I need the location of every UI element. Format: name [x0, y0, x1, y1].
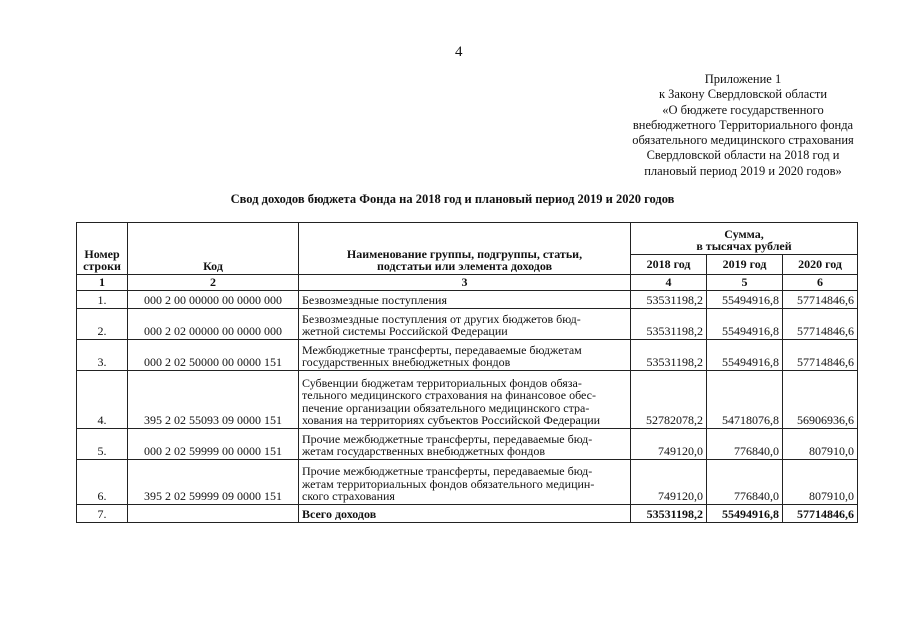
row-name-line: Межбюджетные трансферты, передаваемые бюджетам	[302, 342, 582, 357]
row-code: 000 2 02 59999 00 0000 151	[128, 429, 299, 460]
row-value-2019: 776840,0	[707, 460, 783, 505]
row-value-2018: 749120,0	[631, 429, 707, 460]
page-number: 4	[455, 44, 463, 60]
row-code	[128, 505, 299, 523]
header-year-2020: 2020 год	[783, 255, 858, 275]
header-number-line: строки	[83, 259, 121, 274]
row-name	[299, 309, 631, 340]
header-sum	[631, 223, 858, 255]
row-name	[299, 291, 631, 309]
header-number-line: Номер	[84, 246, 120, 261]
row-name-line: жетной системы Российской Федерации	[302, 324, 508, 339]
row-name-line: государственных внебюджетных фондов	[302, 355, 511, 370]
row-value-2020: 57714846,6	[783, 340, 858, 371]
row-name-line: Безвозмездные поступления	[302, 293, 447, 308]
column-number: 4	[631, 275, 707, 291]
table-row	[77, 460, 858, 505]
table-header-row	[77, 223, 858, 255]
column-number: 3	[299, 275, 631, 291]
row-code: 000 2 02 00000 00 0000 000	[128, 309, 299, 340]
total-label: Всего доходов	[299, 505, 631, 523]
row-code: 395 2 02 59999 09 0000 151	[128, 460, 299, 505]
row-value-2019: 55494916,8	[707, 291, 783, 309]
row-code: 395 2 02 55093 09 0000 151	[128, 371, 299, 429]
header-code: Код	[128, 223, 299, 275]
row-name-line: жетам государственных внебюджетных фондов	[302, 444, 546, 459]
table-row	[77, 371, 858, 429]
row-value-2020: 57714846,6	[783, 309, 858, 340]
row-number: 2.	[77, 309, 128, 340]
appendix-line: внебюджетного Территориального фонда	[632, 117, 854, 132]
appendix-block	[588, 72, 898, 179]
row-value-2020: 807910,0	[783, 460, 858, 505]
table-row	[77, 340, 858, 371]
row-name	[299, 340, 631, 371]
header-name-line: Наименование группы, подгруппы, статьи,	[346, 246, 583, 261]
total-value-2019: 55494916,8	[707, 505, 783, 523]
table-row	[77, 291, 858, 309]
row-value-2020: 56906936,6	[783, 371, 858, 429]
row-value-2020: 57714846,6	[783, 291, 858, 309]
column-number: 6	[783, 275, 858, 291]
header-name	[299, 223, 631, 275]
row-name-line: печение организации обязательного медицинского стра-	[302, 400, 590, 415]
row-value-2018: 52782078,2	[631, 371, 707, 429]
row-name-line: хования на территориях субъектов Российской Федерации	[302, 413, 601, 428]
document-title: Свод доходов бюджета Фонда на 2018 год и плановый период 2019 и 2020 годов	[230, 192, 675, 206]
row-number: 4.	[77, 371, 128, 429]
appendix-line: Приложение 1	[704, 72, 782, 86]
row-value-2018: 53531198,2	[631, 340, 707, 371]
column-number-row	[77, 275, 858, 291]
row-value-2018: 749120,0	[631, 460, 707, 505]
appendix-line: к Закону Свердловской области	[658, 87, 828, 102]
row-number: 6.	[77, 460, 128, 505]
income-table	[76, 222, 858, 523]
row-name-line: Субвенции бюджетам территориальных фондов обяза-	[302, 375, 582, 390]
appendix-line: Свердловской области на 2018 год и	[646, 148, 840, 163]
row-value-2019: 776840,0	[707, 429, 783, 460]
row-name	[299, 371, 631, 429]
row-name	[299, 429, 631, 460]
row-value-2018: 53531198,2	[631, 309, 707, 340]
row-value-2019: 54718076,8	[707, 371, 783, 429]
row-name-line: Безвозмездные поступления от других бюджетов бюд-	[302, 311, 581, 326]
row-code: 000 2 02 50000 00 0000 151	[128, 340, 299, 371]
total-row	[77, 505, 858, 523]
total-value-2018: 53531198,2	[631, 505, 707, 523]
row-name	[299, 460, 631, 505]
header-year-2018: 2018 год	[631, 255, 707, 275]
row-name-line: Прочие межбюджетные трансферты, передаваемые бюд-	[302, 431, 593, 446]
header-number	[77, 223, 128, 275]
row-number: 3.	[77, 340, 128, 371]
row-value-2019: 55494916,8	[707, 340, 783, 371]
row-name-line: ского страхования	[302, 489, 395, 504]
row-value-2018: 53531198,2	[631, 291, 707, 309]
table-row	[77, 309, 858, 340]
row-number: 5.	[77, 429, 128, 460]
row-name-line: тельного медицинского страхования на финансовое обес-	[302, 388, 596, 403]
row-value-2019: 55494916,8	[707, 309, 783, 340]
header-sum-line: в тысячах рублей	[696, 239, 792, 254]
column-number: 5	[707, 275, 783, 291]
appendix-line: «О бюджете государственного	[662, 102, 824, 117]
row-name-line: жетам территориальных фондов обязательного медицин-	[302, 476, 595, 491]
row-code: 000 2 00 00000 00 0000 000	[128, 291, 299, 309]
appendix-line: плановый период 2019 и 2020 годов»	[644, 163, 842, 178]
column-number: 1	[77, 275, 128, 291]
row-value-2020: 807910,0	[783, 429, 858, 460]
header-year-2019: 2019 год	[707, 255, 783, 275]
row-name-line: Прочие межбюджетные трансферты, передаваемые бюд-	[302, 464, 593, 479]
header-sum-line: Сумма,	[724, 226, 764, 241]
table-row	[77, 429, 858, 460]
total-value-2020: 57714846,6	[783, 505, 858, 523]
header-name-line: подстатьи или элемента доходов	[376, 259, 553, 274]
column-number: 2	[128, 275, 299, 291]
row-number: 7.	[77, 505, 128, 523]
appendix-line: обязательного медицинского страхования	[632, 133, 854, 148]
row-number: 1.	[77, 291, 128, 309]
